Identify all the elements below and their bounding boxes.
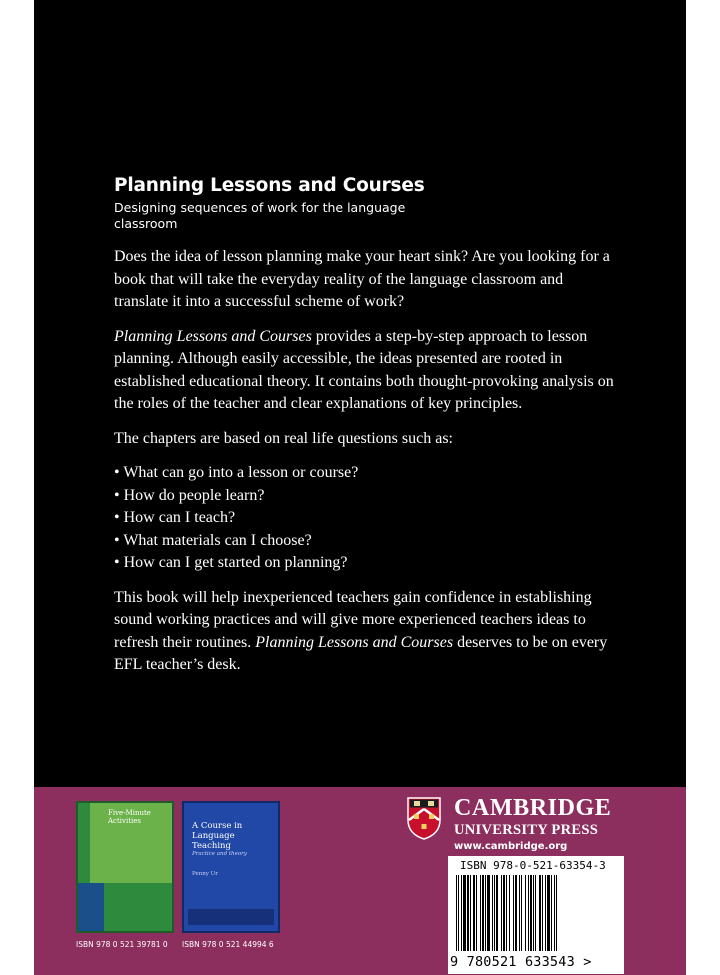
book-subtitle: Designing sequences of work for the language classroom: [114, 200, 406, 231]
barcode-number: 9 780521 633543 >: [450, 954, 592, 970]
blurb-paragraph-4: [114, 587, 614, 677]
related-book-isbn: ISBN 978 0 521 39781 0: [76, 940, 168, 949]
publisher-name: CAMBRIDGE: [454, 795, 612, 821]
blurb-paragraph-3: The chapters are based on real life questions such as:: [114, 429, 453, 447]
barcode-bars-icon: [456, 875, 616, 951]
question-list: [114, 462, 614, 575]
publisher-subname: UNIVERSITY PRESS: [454, 822, 599, 838]
related-book-isbn: ISBN 978 0 521 44994 6: [182, 940, 274, 949]
blurb-paragraph-2-text: provides a step-by-step approach to lesson planning. Although easily accessible, the ideas presented are rooted in established educational theory. It contains both thought-provoking analysis on the roles of the teacher and clear explanations of key principles.: [114, 327, 614, 412]
book-title-italic: Planning Lessons and Courses: [255, 633, 454, 651]
related-book-subtitle: Practice and theory: [192, 851, 247, 857]
related-book-title: Five-Minute Activities: [108, 809, 151, 825]
question-item: • How do people learn?: [114, 486, 265, 504]
related-book-thumbnail: [182, 801, 280, 933]
book-title-italic: Planning Lessons and Courses: [114, 327, 312, 345]
question-item: • How can I teach?: [114, 509, 236, 526]
blurb-paragraph-2: [114, 326, 614, 416]
footer-band: [34, 787, 686, 975]
blurb-paragraph-1: Does the idea of lesson planning make your heart sink? Are you looking for a book that will take the everyday reality of the language classroom and translate it into a successful scheme of work?: [114, 248, 610, 310]
publisher-website: www.cambridge.org: [454, 841, 568, 852]
blurb: [114, 246, 614, 689]
cambridge-crest-icon: [406, 796, 442, 840]
related-book-thumbnail: [76, 801, 174, 933]
blurb-paragraph-4-text: This book will help inexperienced teachers gain confidence in establishing sound working practices and will give more experienced teachers ideas to refresh their routines.: [114, 588, 592, 651]
book-title: Planning Lessons and Courses: [114, 175, 425, 196]
barcode-isbn: ISBN 978-0-521-63354-3: [460, 859, 606, 872]
back-cover: [34, 0, 686, 975]
related-book-author: Penny Ur: [192, 871, 218, 877]
question-item: • What can go into a lesson or course?: [114, 464, 359, 481]
blurb-paragraph-4-end: deserves to be on every EFL teacher’s desk.: [114, 633, 608, 673]
barcode: [448, 856, 624, 974]
question-item: • How can I get started on planning?: [114, 554, 348, 571]
question-item: • What materials can I choose?: [114, 531, 312, 549]
related-book-title: A Course in Language Teaching: [192, 821, 243, 851]
